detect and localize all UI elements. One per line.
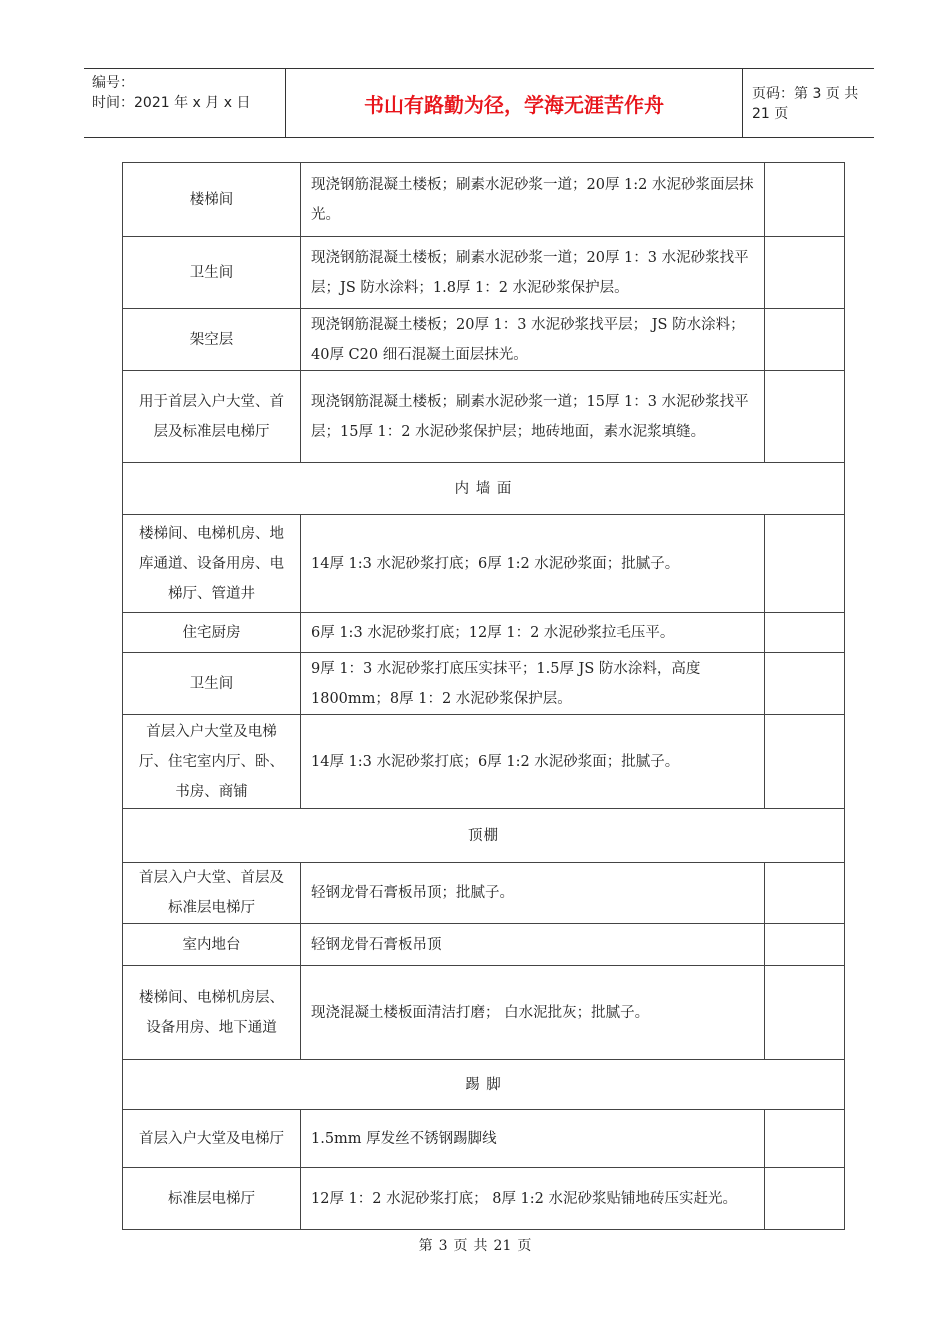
construction-spec-cell: 14厚 1:3 水泥砂浆打底；6厚 1:2 水泥砂浆面；批腻子。: [301, 715, 765, 809]
section-header-row: [123, 463, 845, 515]
table-row: [123, 371, 845, 463]
document-code-label: 编号：: [92, 75, 134, 91]
location-cell: 卫生间: [123, 237, 301, 309]
table-row: [123, 863, 845, 924]
location-cell: 卫生间: [123, 653, 301, 715]
table-row: [123, 924, 845, 966]
page-header: [84, 68, 874, 138]
table-row: [123, 515, 845, 613]
header-motto: 书山有路勤为径，学海无涯苦作舟: [286, 69, 743, 137]
table-row: [123, 715, 845, 809]
location-cell: 楼梯间、电梯机房层、设备用房、地下通道: [123, 966, 301, 1060]
remark-cell: [765, 924, 845, 966]
construction-spec-cell: 6厚 1:3 水泥砂浆打底；12厚 1：2 水泥砂浆拉毛压平。: [301, 613, 765, 653]
construction-spec-cell: 1.5mm 厚发丝不锈钢踢脚线: [301, 1110, 765, 1168]
construction-spec-cell: 9厚 1：3 水泥砂浆打底压实抹平；1.5厚 JS 防水涂料，高度1800mm；8厚 1：2 水泥砂浆保护层。: [301, 653, 765, 715]
table-row: [123, 1110, 845, 1168]
footer-text: 第: [418, 1238, 433, 1254]
location-cell: 架空层: [123, 309, 301, 371]
remark-cell: [765, 1110, 845, 1168]
location-cell: 室内地台: [123, 924, 301, 966]
location-cell: 首层入户大堂及电梯厅、住宅室内厅、卧、书房、商铺: [123, 715, 301, 809]
construction-spec-cell: 现浇钢筋混凝土楼板；刷素水泥砂浆一道；15厚 1：3 水泥砂浆找平层；15厚 1：2 水泥砂浆保护层；地砖地面，素水泥浆填缝。: [301, 371, 765, 463]
construction-spec-cell: 12厚 1：2 水泥砂浆打底； 8厚 1:2 水泥砂浆贴铺地砖压实赶光。: [301, 1168, 765, 1230]
section-header-row: [123, 1060, 845, 1110]
table-row: [123, 966, 845, 1060]
construction-spec-cell: 轻钢龙骨石膏板吊顶；批腻子。: [301, 863, 765, 924]
footer-text: 页: [453, 1238, 468, 1254]
location-cell: 楼梯间、电梯机房、地库通道、设备用房、电梯厅、管道井: [123, 515, 301, 613]
footer-current-page: 3: [438, 1238, 448, 1254]
remark-cell: [765, 863, 845, 924]
document-date-label: 时间：2021 年 x 月 x 日: [92, 95, 251, 111]
finishing-spec-table: [122, 162, 845, 1230]
section-title: 内 墙 面: [123, 463, 845, 515]
table-row: [123, 653, 845, 715]
table-row: [123, 163, 845, 237]
construction-spec-cell: 现浇钢筋混凝土楼板；20厚 1：3 水泥砂浆找平层； JS 防水涂料；40厚 C20 细石混凝土面层抹光。: [301, 309, 765, 371]
section-title: 踢 脚: [123, 1060, 845, 1110]
footer-total-pages: 21: [493, 1238, 512, 1254]
remark-cell: [765, 1168, 845, 1230]
remark-cell: [765, 966, 845, 1060]
page-footer: [0, 1235, 950, 1255]
table-row: [123, 309, 845, 371]
footer-text: 共: [473, 1238, 488, 1254]
location-cell: 楼梯间: [123, 163, 301, 237]
location-cell: 首层入户大堂、首层及标准层电梯厅: [123, 863, 301, 924]
remark-cell: [765, 653, 845, 715]
section-title: 顶棚: [123, 809, 845, 863]
construction-spec-cell: 现浇钢筋混凝土楼板；刷素水泥砂浆一道；20厚 1：3 水泥砂浆找平层；JS 防水涂料；1.8厚 1：2 水泥砂浆保护层。: [301, 237, 765, 309]
remark-cell: [765, 371, 845, 463]
location-cell: 标准层电梯厅: [123, 1168, 301, 1230]
location-cell: 用于首层入户大堂、首层及标准层电梯厅: [123, 371, 301, 463]
header-meta: [84, 69, 286, 137]
construction-spec-cell: 轻钢龙骨石膏板吊顶: [301, 924, 765, 966]
remark-cell: [765, 613, 845, 653]
remark-cell: [765, 309, 845, 371]
table-row: [123, 613, 845, 653]
table-row: [123, 237, 845, 309]
construction-spec-cell: 现浇钢筋混凝土楼板；刷素水泥砂浆一道；20厚 1:2 水泥砂浆面层抹光。: [301, 163, 765, 237]
section-header-row: [123, 809, 845, 863]
construction-spec-cell: 现浇混凝土楼板面清洁打磨； 白水泥批灰；批腻子。: [301, 966, 765, 1060]
remark-cell: [765, 515, 845, 613]
remark-cell: [765, 163, 845, 237]
construction-spec-cell: 14厚 1:3 水泥砂浆打底；6厚 1:2 水泥砂浆面；批腻子。: [301, 515, 765, 613]
location-cell: 住宅厨房: [123, 613, 301, 653]
location-cell: 首层入户大堂及电梯厅: [123, 1110, 301, 1168]
header-page-number: 页码：第 3 页 共 21 页: [752, 86, 859, 122]
remark-cell: [765, 715, 845, 809]
spec-table-body: [123, 163, 845, 1230]
footer-text: 页: [517, 1238, 532, 1254]
table-row: [123, 1168, 845, 1230]
remark-cell: [765, 237, 845, 309]
